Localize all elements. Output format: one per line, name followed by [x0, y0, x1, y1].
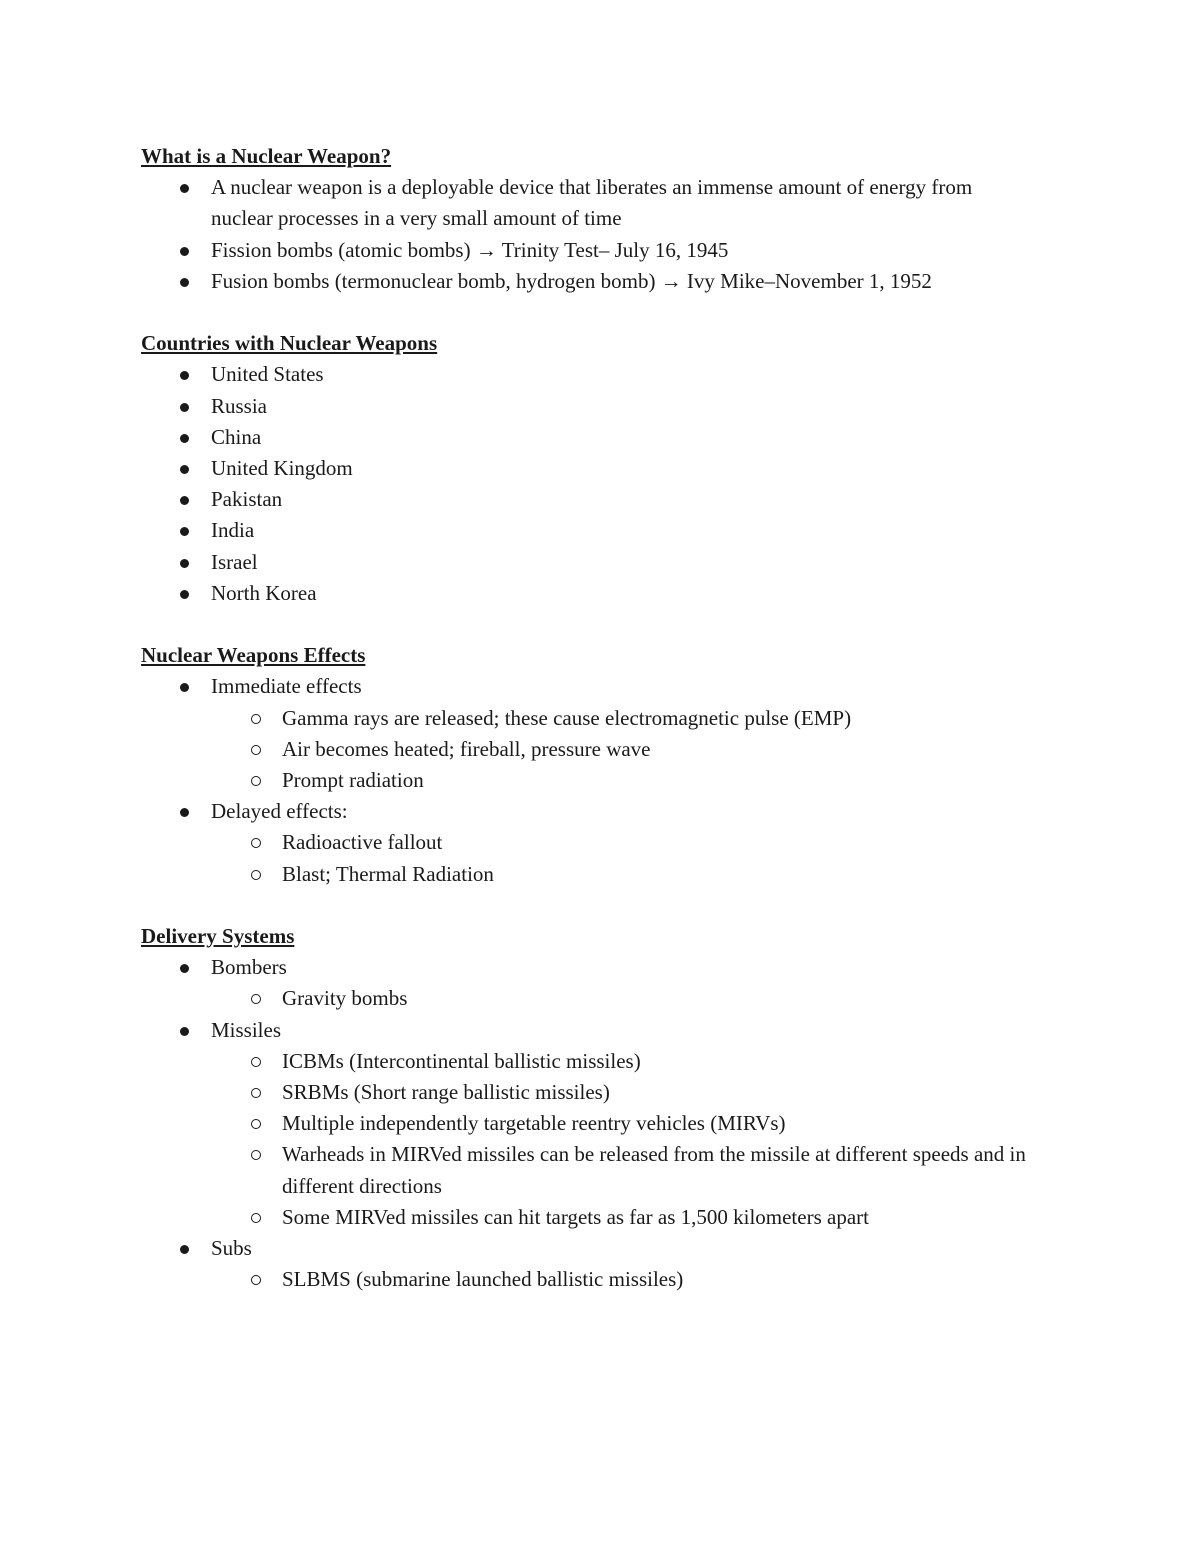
sub-list — [211, 983, 1081, 1014]
section-delivery-systems — [141, 921, 1081, 1295]
section-heading: What is a Nuclear Weapon? — [141, 144, 392, 168]
list-item: Russia — [141, 391, 1081, 422]
section-effects — [141, 640, 1081, 890]
list-item: North Korea — [141, 578, 1081, 609]
sub-list-item: ICBMs (Intercontinental ballistic missiles) — [141, 1046, 1081, 1077]
bullet-list — [141, 952, 1081, 1295]
sub-list-item: Radioactive fallout — [141, 827, 1081, 858]
list-item — [141, 671, 1081, 796]
list-item: Israel — [141, 547, 1081, 578]
section-heading: Nuclear Weapons Effects — [141, 643, 366, 668]
bullet-list — [141, 172, 1081, 297]
sub-list-item: Warheads in MIRVed missiles can be released from the missile at different speeds and in different directions — [141, 1139, 1062, 1201]
list-item-text: Delayed effects: — [211, 799, 348, 824]
section-heading: Countries with Nuclear Weapons — [141, 331, 438, 356]
list-item: United States — [141, 359, 1081, 390]
list-item-text: Bombers — [211, 955, 287, 980]
section-what-is-nuclear-weapon — [141, 141, 1081, 297]
list-item: China — [141, 422, 1081, 453]
sub-list-item: Air becomes heated; fireball, pressure wave — [141, 734, 1081, 765]
section-countries — [141, 328, 1081, 609]
sub-list-item: SLBMS (submarine launched ballistic missiles) — [141, 1264, 1081, 1295]
sub-list-item: Gravity bombs — [141, 983, 1081, 1014]
sub-list — [211, 1264, 1081, 1295]
list-item: Pakistan — [141, 484, 1081, 515]
sub-list — [211, 1046, 1081, 1233]
list-item-text: Missiles — [211, 1017, 282, 1042]
list-item: Fusion bombs (termonuclear bomb, hydrogen bomb) → Ivy Mike–November 1, 1952 — [141, 266, 1081, 297]
sub-list-item: Blast; Thermal Radiation — [141, 859, 1081, 890]
list-item — [141, 1233, 1081, 1295]
list-item — [141, 1015, 1081, 1233]
list-item — [141, 952, 1081, 1014]
list-item: A nuclear weapon is a deployable device that liberates an immense amount of energy from nuclear processes in a very small amount of time — [141, 172, 1021, 234]
sub-list-item: Prompt radiation — [141, 765, 1081, 796]
section-heading: Delivery Systems — [141, 924, 295, 949]
sub-list-item: Multiple independently targetable reentry vehicles (MIRVs) — [141, 1108, 1081, 1139]
sub-list — [211, 703, 1081, 797]
list-item: Fission bombs (atomic bombs) → Trinity Test– July 16, 1945 — [141, 235, 1081, 266]
list-item-text: Immediate effects — [211, 674, 362, 699]
document-page — [141, 141, 1081, 1295]
list-item: United Kingdom — [141, 453, 1081, 484]
sub-list-item: Some MIRVed missiles can hit targets as far as 1,500 kilometers apart — [141, 1202, 1081, 1233]
bullet-list — [141, 671, 1081, 889]
sub-list-item: SRBMs (Short range ballistic missiles) — [141, 1077, 1081, 1108]
list-item — [141, 796, 1081, 890]
sub-list-item: Gamma rays are released; these cause electromagnetic pulse (EMP) — [141, 703, 1081, 734]
list-item: India — [141, 515, 1081, 546]
list-item-text: Subs — [211, 1236, 252, 1261]
sub-list — [211, 827, 1081, 889]
bullet-list — [141, 359, 1081, 609]
